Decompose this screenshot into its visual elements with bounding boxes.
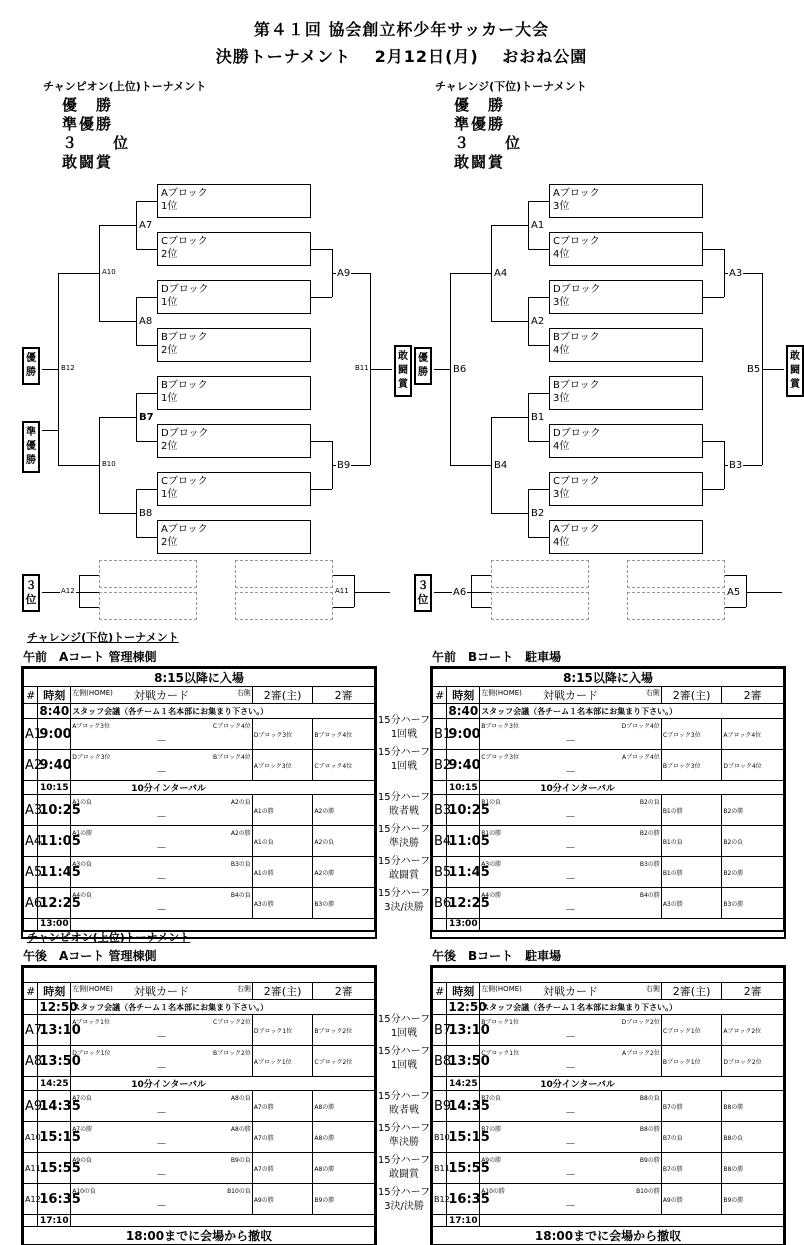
bracket-line — [703, 249, 724, 250]
bracket-line — [450, 273, 451, 465]
team-slot: Aブロック 2位 — [157, 520, 311, 554]
bracket-line — [136, 393, 137, 441]
award-label: 準優勝 — [454, 115, 506, 133]
match-label: B4 — [494, 460, 508, 471]
bracket-line — [450, 465, 491, 466]
bracket-line — [528, 297, 549, 298]
bracket-line — [703, 297, 724, 298]
bracket-line — [311, 297, 332, 298]
bracket-line — [491, 225, 492, 321]
bracket-line — [746, 592, 782, 593]
team-slot: Dブロック 2位 — [157, 424, 311, 458]
champion-side-box: 優 勝 — [414, 347, 432, 385]
bracket-line — [136, 297, 137, 345]
bracket-line — [99, 513, 136, 514]
champion-schedule-title: チャンピオン(上位)トーナメント — [27, 931, 191, 944]
bracket-line — [528, 441, 549, 442]
bracket-line — [703, 489, 724, 490]
bracket-line — [136, 393, 157, 394]
match-label: B10 — [102, 460, 116, 468]
match-format-note: 15分ハーフ 3決/決勝 — [377, 1187, 431, 1212]
bracket-line — [58, 273, 59, 465]
schedule-court-title: 午前 Bコート 駐車場 — [432, 650, 562, 664]
bracket-line — [491, 513, 528, 514]
bracket-line — [528, 393, 549, 394]
match-label: A9 — [337, 268, 351, 279]
team-slot: Aブロック 3位 — [549, 184, 703, 218]
bracket-line — [99, 225, 136, 226]
match-label: A11 — [335, 587, 349, 595]
match-format-note: 15分ハーフ 準決勝 — [377, 824, 431, 849]
third-place-slot — [491, 560, 589, 588]
third-place-side-box: ３ 位 — [22, 574, 40, 612]
bracket-line — [434, 369, 450, 370]
bracket-line — [99, 321, 136, 322]
match-label: A3 — [729, 268, 743, 279]
award-label: 敢闘賞 — [62, 153, 114, 171]
award-label: 準優勝 — [62, 115, 114, 133]
bracket-line — [370, 369, 392, 370]
match-label: A10 — [102, 268, 116, 276]
match-format-note: 15分ハーフ 3決/決勝 — [377, 888, 431, 913]
match-label: B5 — [747, 364, 761, 375]
bracket-line — [746, 575, 747, 607]
bracket-line — [333, 575, 354, 576]
bracket-line — [136, 345, 157, 346]
bracket-line — [725, 575, 746, 576]
match-label: A7 — [139, 220, 153, 231]
bracket-line — [99, 225, 100, 321]
team-slot: Aブロック 4位 — [549, 520, 703, 554]
match-label: B12 — [61, 364, 75, 372]
bracket-line — [136, 201, 157, 202]
match-format-note: 15分ハーフ 敗者戦 — [377, 792, 431, 817]
bracket-line — [58, 465, 99, 466]
bracket-line — [136, 489, 137, 537]
bracket-line — [528, 201, 529, 249]
match-format-note: 15分ハーフ 1回戦 — [377, 747, 431, 772]
page-subtitle: 決勝トーナメント 2月12日(月) おおね公園 — [215, 47, 588, 66]
bracket-line — [762, 369, 784, 370]
bracket-line — [79, 575, 80, 607]
bracket-line — [79, 575, 99, 576]
match-label: B6 — [453, 364, 467, 375]
champion-side-box: 優 勝 — [22, 347, 40, 385]
page-title: 第４１回 協会創立杯少年サッカー大会 — [253, 20, 550, 39]
team-slot: Cブロック 2位 — [157, 232, 311, 266]
bracket-line — [136, 249, 157, 250]
award-label: 優 勝 — [62, 96, 114, 114]
bracket-line — [58, 273, 99, 274]
match-format-note: 15分ハーフ 1回戦 — [377, 715, 431, 740]
team-slot: Dブロック 3位 — [549, 280, 703, 314]
schedule-court-title: 午後 Bコート 駐車場 — [432, 949, 562, 963]
bracket-line — [136, 201, 137, 249]
bracket-line — [528, 393, 529, 441]
bracket-line — [79, 607, 99, 608]
fighting-spirit-side-box: 敢 闘 賞 — [394, 345, 412, 397]
schedule-table: 8:15以降に入場 # 時刻 左側(HOME) 対戦カード 右側 2審(主) 2審 8:40 スタッフ会議（各チーム１名本部にお集まり下さい。） B1 9:00 Bブロック3位 Dブロック4位 － Cブロック3位 Aブロック4位 B2 9:40 Cブロック3位 Aブロック4位 － Bブロック3位 Dブロック4位 10:15 10分インターバル B3 10:25 B1の負 B2の負 － B1の勝 B2の勝 B4 11:05 B1の勝 B2の勝 － B1の負 B2の負 B5 11:45 A3の勝 B3の勝 － B1の勝 B2の勝 B6 12:25 A4の勝 B4の勝 － A3の勝 B3の勝 13:00 — [432, 668, 784, 937]
match-label: A1 — [531, 220, 545, 231]
team-slot: Bブロック 1位 — [157, 376, 311, 410]
bracket-line — [354, 575, 355, 607]
bracket-line — [528, 489, 549, 490]
match-label: A5 — [727, 587, 741, 598]
match-label: B11 — [355, 364, 369, 372]
bracket-line — [354, 592, 390, 593]
match-label: A12 — [61, 587, 75, 595]
bracket-line — [703, 441, 724, 442]
team-slot: Dブロック 1位 — [157, 280, 311, 314]
third-place-slot — [235, 592, 333, 620]
bracket-title: チャレンジ(下位)トーナメント — [435, 80, 587, 93]
match-label: B7 — [139, 412, 154, 423]
bracket-line — [528, 537, 549, 538]
team-slot: Aブロック 1位 — [157, 184, 311, 218]
bracket-line — [491, 321, 528, 322]
third-place-slot — [627, 592, 725, 620]
bracket-line — [528, 297, 529, 345]
bracket-line — [491, 417, 492, 513]
challenge-schedule-title: チャレンジ(下位)トーナメント — [27, 631, 179, 644]
third-place-slot — [99, 592, 197, 620]
team-slot: Cブロック 4位 — [549, 232, 703, 266]
award-label: 敢闘賞 — [454, 153, 506, 171]
bracket-line — [42, 369, 58, 370]
bracket-line — [725, 607, 746, 608]
bracket-line — [333, 607, 354, 608]
match-format-note: 15分ハーフ 準決勝 — [377, 1123, 431, 1148]
match-label: A2 — [531, 316, 545, 327]
team-slot: Dブロック 4位 — [549, 424, 703, 458]
bracket-line — [491, 225, 528, 226]
third-place-slot — [235, 560, 333, 588]
schedule-table: # 時刻 左側(HOME) 対戦カード 右側 2審(主) 2審 12:50 スタッフ会議（各チーム１名本部にお集まり下さい。） B7 13:10 Bブロック1位 Dブロック2位 － Cブロック1位 Aブロック2位 B8 13:50 Cブロック1位 Aブロック2位 － Bブロック1位 Dブロック2位 14:25 10分インターバル B9 14:35 B7の負 B8の負 － B7の勝 B8の勝 B10 15:15 B7の勝 B8の勝 － B7の負 B8の負 B11 15:55 A9の勝 B9の勝 － B7の勝 B8の勝 B12 16:35 A10の勝 B10の勝 － A9の勝 B9の勝 17:10 18:00までに会場から撤収 — [432, 967, 784, 1245]
match-label: A4 — [494, 268, 508, 279]
match-label: A8 — [139, 316, 153, 327]
match-label: B9 — [337, 460, 351, 471]
bracket-line — [528, 489, 529, 537]
match-format-note: 15分ハーフ 敢闘賞 — [377, 1155, 431, 1180]
bracket-line — [42, 430, 58, 431]
bracket-line — [450, 273, 491, 274]
team-slot: Bブロック 4位 — [549, 328, 703, 362]
team-slot: Bブロック 2位 — [157, 328, 311, 362]
match-format-note: 15分ハーフ 1回戦 — [377, 1014, 431, 1039]
match-label: B1 — [531, 412, 545, 423]
schedule-court-title: 午後 Aコート 管理棟側 — [23, 949, 157, 963]
schedule-court-title: 午前 Aコート 管理棟側 — [23, 650, 157, 664]
bracket-line — [528, 201, 549, 202]
bracket-line — [311, 489, 332, 490]
bracket-line — [136, 441, 157, 442]
bracket-line — [471, 607, 491, 608]
bracket-title: チャンピオン(上位)トーナメント — [43, 80, 207, 93]
match-format-note: 15分ハーフ 敗者戦 — [377, 1091, 431, 1116]
schedule-table: 8:15以降に入場 # 時刻 左側(HOME) 対戦カード 右側 2審(主) 2審 8:40 スタッフ会議（各チーム１名本部にお集まり下さい。） A1 9:00 Aブロック3位 Cブロック4位 － Dブロック3位 Bブロック4位 A2 9:40 Dブロック3位 Bブロック4位 － Aブロック3位 Cブロック4位 10:15 10分インターバル A3 10:25 A1の負 A2の負 － A1の勝 A2の勝 A4 11:05 A1の勝 A2の勝 － A1の負 A2の負 A5 11:45 A3の負 B3の負 － A1の勝 A2の勝 A6 12:25 A4の負 B4の負 － A3の勝 B3の勝 13:00 — [23, 668, 375, 937]
bracket-line — [311, 441, 332, 442]
bracket-line — [136, 297, 157, 298]
bracket-line — [471, 575, 491, 576]
match-format-note: 15分ハーフ 1回戦 — [377, 1046, 431, 1071]
bracket-line — [528, 345, 549, 346]
bracket-line — [311, 249, 332, 250]
third-place-slot — [627, 560, 725, 588]
bracket-line — [528, 249, 549, 250]
schedule-table: # 時刻 左側(HOME) 対戦カード 右側 2審(主) 2審 12:50 スタッフ会議（各チーム１名本部にお集まり下さい。） A7 13:10 Aブロック1位 Cブロック2位 － Dブロック1位 Bブロック2位 A8 13:50 Dブロック1位 Bブロック2位 － Aブロック1位 Cブロック2位 14:25 10分インターバル A9 14:35 A7の負 A8の負 － A7の勝 A8の勝 A10 15:15 A7の勝 A8の勝 － A7の勝 A8の勝 A11 15:55 A9の負 B9の負 － A7の勝 A8の勝 A12 16:35 A10の負 B10の負 － A9の勝 B9の勝 17:10 18:00までに会場から撤収 — [23, 967, 375, 1245]
bracket-line — [136, 537, 157, 538]
match-label: A6 — [453, 587, 467, 598]
bracket-line — [99, 417, 100, 513]
award-label: ３ 位 — [62, 134, 131, 152]
third-place-side-box: ３ 位 — [414, 574, 432, 612]
team-slot: Cブロック 3位 — [549, 472, 703, 506]
award-label: 優 勝 — [454, 96, 506, 114]
bracket-line — [471, 575, 472, 607]
award-label: ３ 位 — [454, 134, 523, 152]
fighting-spirit-side-box: 敢 闘 賞 — [786, 345, 804, 397]
third-place-slot — [99, 560, 197, 588]
runner-up-side-box: 準 優 勝 — [22, 421, 40, 473]
third-place-slot — [491, 592, 589, 620]
team-slot: Cブロック 1位 — [157, 472, 311, 506]
bracket-line — [136, 489, 157, 490]
match-label: B8 — [139, 508, 153, 519]
match-format-note: 15分ハーフ 敢闘賞 — [377, 856, 431, 881]
match-label: B3 — [729, 460, 743, 471]
team-slot: Bブロック 3位 — [549, 376, 703, 410]
bracket-line — [491, 417, 528, 418]
match-label: B2 — [531, 508, 545, 519]
bracket-line — [99, 417, 136, 418]
